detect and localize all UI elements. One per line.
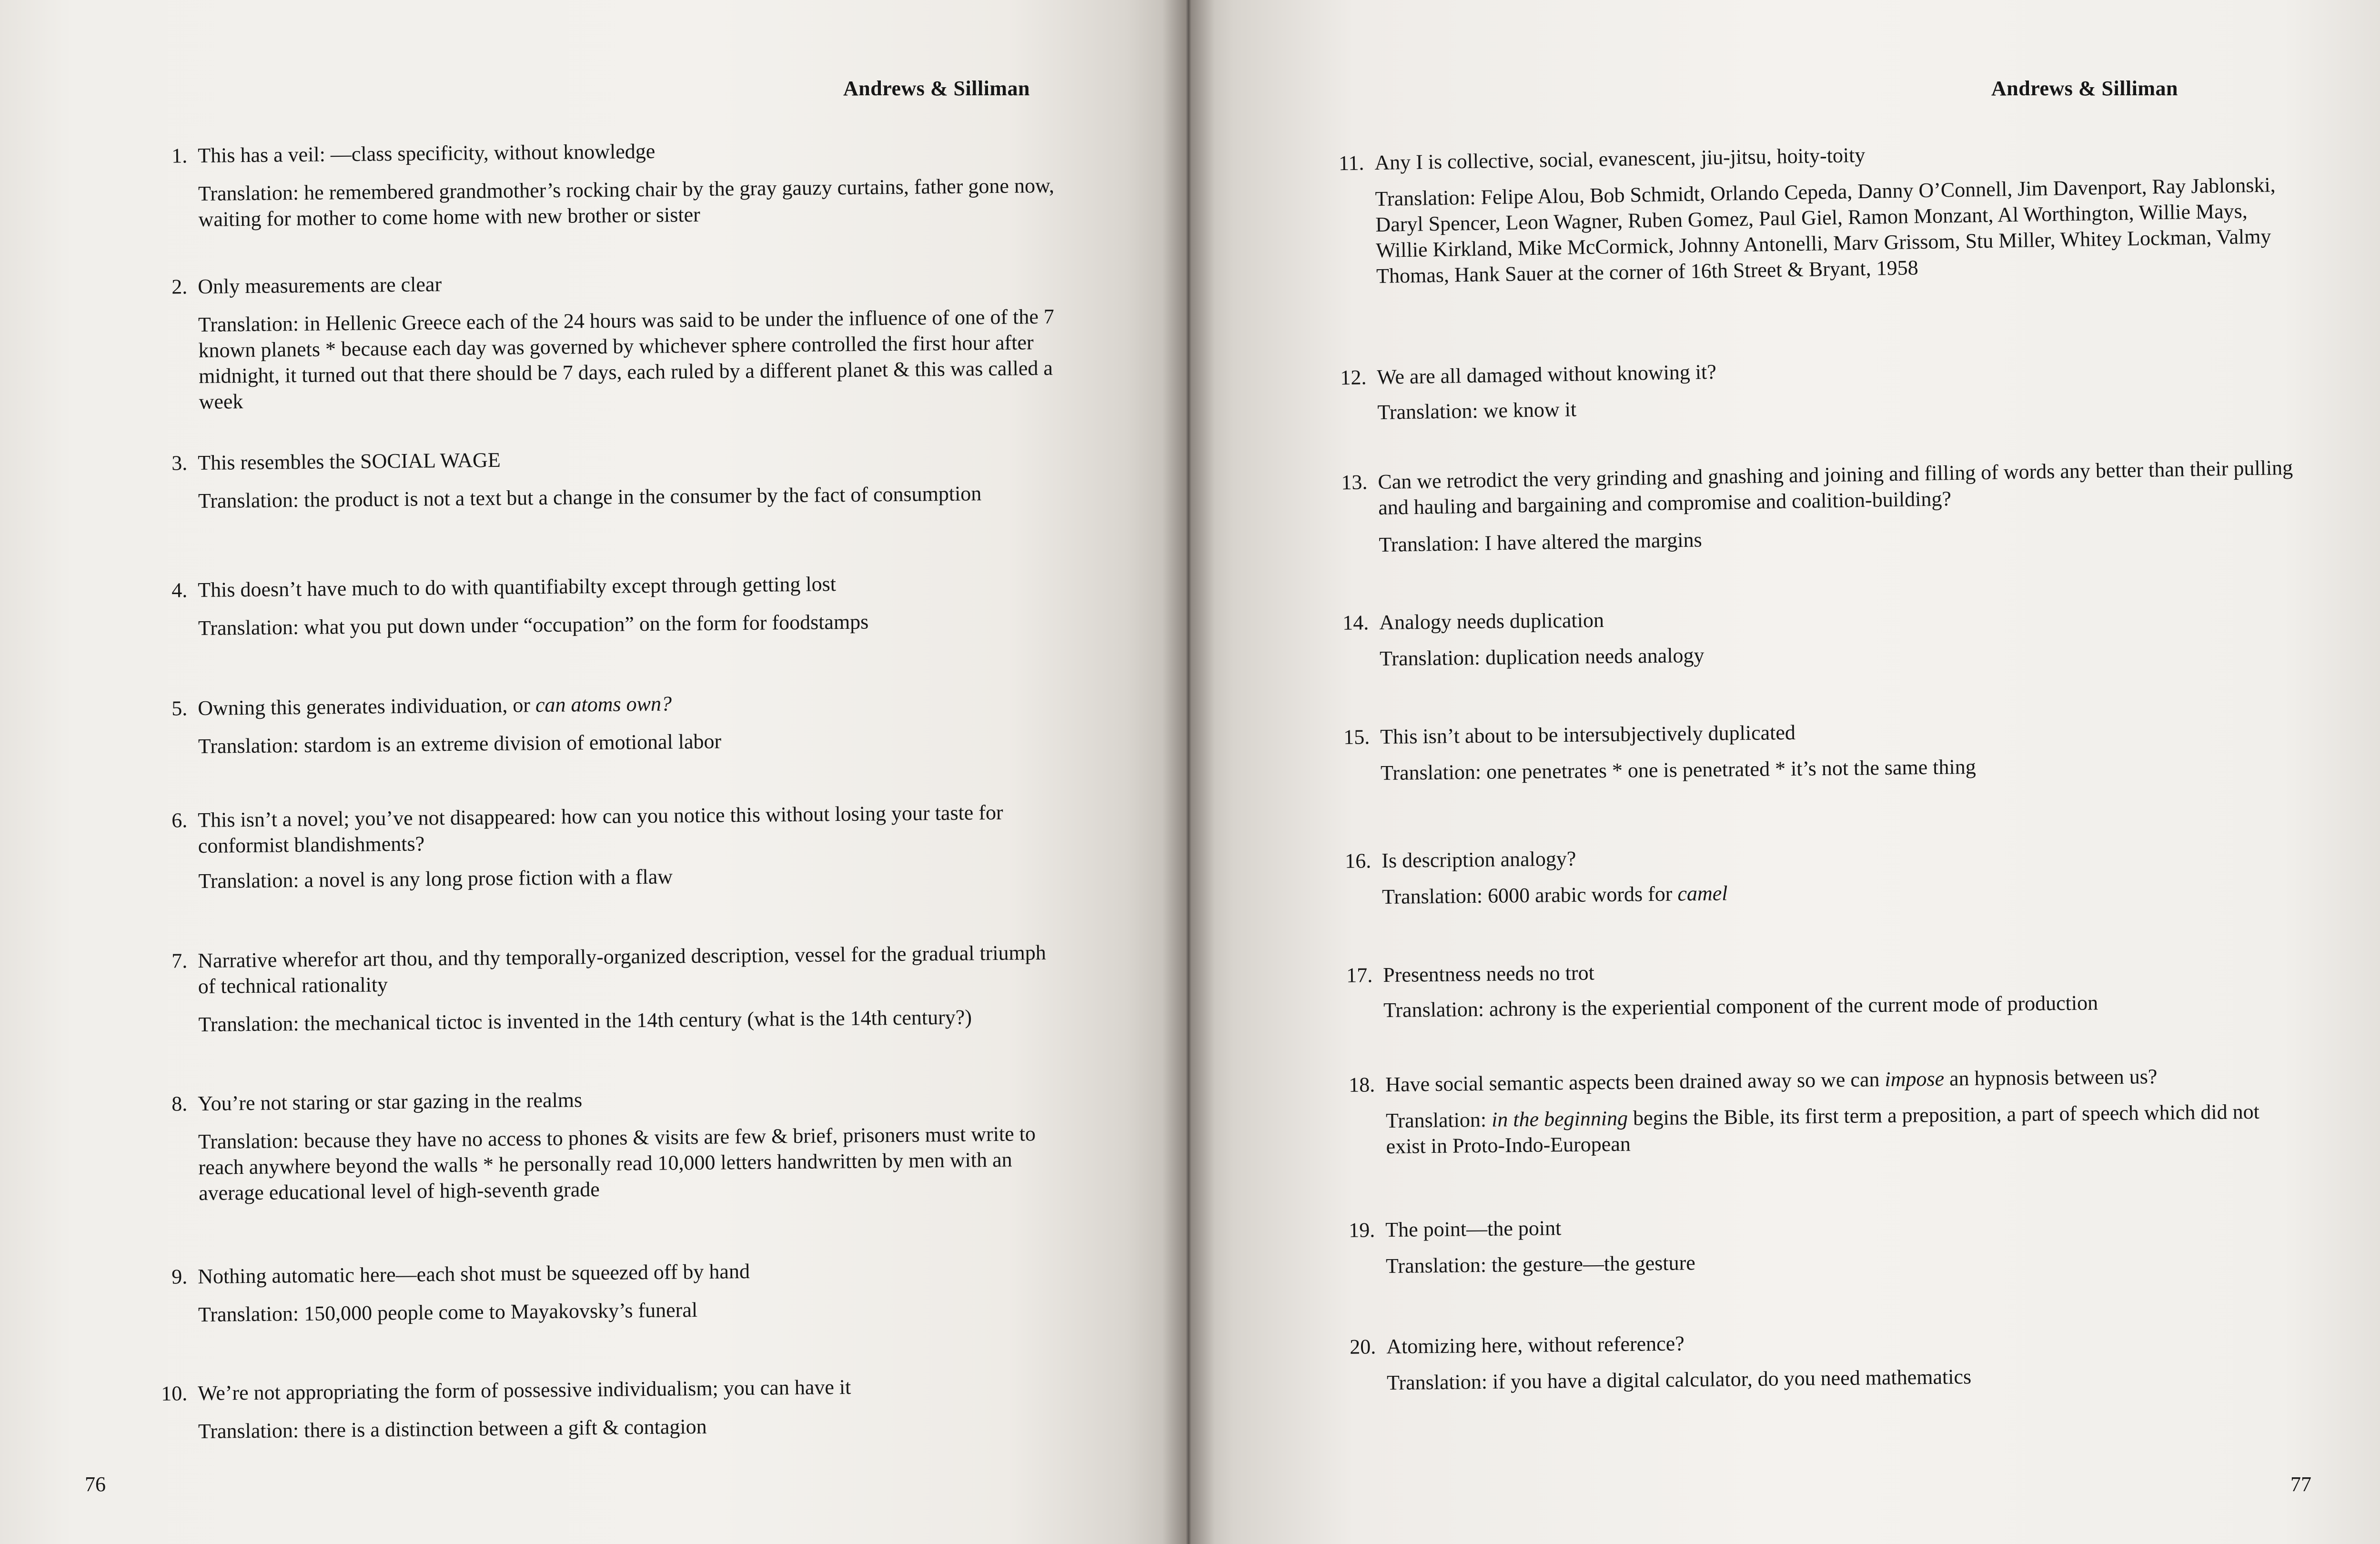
item-number: 8.: [171, 1092, 188, 1116]
item-number: 17.: [1346, 963, 1373, 987]
list-item: [1343, 715, 2305, 786]
item-prompt: Presentness needs no trot: [1383, 961, 1595, 987]
running-head: Andrews & Silliman: [1991, 77, 2178, 100]
item-translation: Translation: stardom is an extreme division of emotional labor: [198, 729, 722, 758]
item-prompt: We are all damaged without knowing it?: [1377, 360, 1717, 389]
item-translation: Translation: in the beginning begins the Bible, its first term a preposition, a part of speech which did not exist in Proto-Indo-European: [1385, 1100, 2260, 1158]
item-number: 3.: [171, 451, 188, 475]
item-number: 18.: [1349, 1073, 1375, 1097]
list-item: [1350, 1324, 2311, 1396]
list-item: [1349, 1208, 2310, 1279]
item-prompt: The point—the point: [1385, 1216, 1562, 1241]
item-translation: Translation: the product is not a text but a change in the consumer by the fact of consumption: [198, 482, 982, 513]
item-translation: Translation: 150,000 people come to Mayakovsky’s funeral: [198, 1298, 698, 1326]
item-translation: Translation: achrony is the experiential component of the current mode of production: [1383, 991, 2098, 1022]
item-prompt: Narrative wherefor art thou, and thy temporally-organized description, vessel for the gradual triumph of technical rationality: [198, 940, 1047, 998]
item-translation-italic: camel: [1677, 881, 1728, 906]
item-translation: Translation: what you put down under “occupation” on the form for foodstamps: [198, 610, 869, 640]
item-prompt: You’re not staring or star gazing in the realms: [198, 1088, 583, 1115]
item-translation: Translation: one penetrates * one is penetrated * it’s not the same thing: [1380, 755, 1976, 785]
list-item: [171, 266, 1066, 415]
item-prompt: This isn’t a novel; you’ve not disappeared: how can you notice this without losing your taste for conformist blandishments?: [198, 800, 1003, 858]
list-item: [1345, 838, 2306, 910]
item-translation: Translation: duplication needs analogy: [1379, 643, 1704, 670]
item-prompt: Have social semantic aspects been drained away so we can impose an hypnosis between us?: [1385, 1065, 2158, 1096]
list-item: [161, 1372, 1065, 1444]
item-translation: Translation: a novel is any long prose fiction with a flaw: [198, 865, 673, 893]
item-translation: Translation: the mechanical tictoc is invented in the 14th century (what is the 14th century?): [198, 1005, 972, 1036]
item-number: 9.: [171, 1265, 188, 1289]
item-number: 13.: [1341, 470, 1368, 494]
list-item: [1349, 1062, 2310, 1160]
item-number: 2.: [171, 275, 188, 299]
list-item: [1346, 953, 2308, 1023]
item-translation: Translation: there is a distinction between a gift & contagion: [198, 1414, 707, 1443]
item-prompt: Only measurements are clear: [198, 272, 442, 298]
item-prompt: This doesn’t have much to do with quantifiabilty except through getting lost: [198, 572, 837, 602]
item-prompt: This resembles the SOCIAL WAGE: [198, 448, 501, 474]
list-item: [171, 1083, 1066, 1206]
item-number: 7.: [171, 949, 188, 973]
item-number: 10.: [161, 1382, 188, 1405]
item-prompt: Is description analogy?: [1382, 847, 1576, 872]
item-number: 20.: [1350, 1335, 1376, 1359]
list-item: [1342, 600, 2304, 672]
item-prompt-italic: impose: [1885, 1067, 1945, 1091]
item-translation: Translation: Felipe Alou, Bob Schmidt, Orlando Cepeda, Danny O’Connell, Jim Davenport, Ray Jablonski, Daryl Spencer, Leon Wagner, Ruben Gomez, Paul Giel, Ramon Monzant, Al Worthington, Willie Mays, Willie Kirkland, Mike McCormick, Johnny Antonelli, Marv Grissom, Stu Miller, Whitey Lockman, Valmy Thomas, Hank Sauer at the corner of 16th Street & Bryant, 1958: [1375, 173, 2276, 288]
item-prompt: This isn’t about to be intersubjectively duplicated: [1380, 720, 1796, 748]
item-prompt: Nothing automatic here—each shot must be squeezed off by hand: [198, 1259, 750, 1288]
item-prompt: Any I is collective, social, evanescent, jiu-jitsu, hoity-toity: [1374, 143, 1866, 174]
list-item: [171, 799, 1066, 894]
item-number: 15.: [1343, 725, 1370, 749]
page-number: 77: [2290, 1473, 2311, 1496]
list-item: [1341, 455, 2303, 558]
item-translation: Translation: in Hellenic Greece each of the 24 hours was said to be under the influence of one of the 7 known planets * because each day was governed by whichever sphere controlled the first hour after midnight, it turned out that there should be 7 days, each ruled by a different planet & this was called a week: [198, 304, 1055, 414]
list-item: [171, 940, 1066, 1038]
item-number: 14.: [1342, 611, 1369, 635]
left-page: [0, 0, 1186, 1544]
item-prompt: Analogy needs duplication: [1379, 608, 1604, 634]
item-translation: Translation: 6000 arabic words for camel: [1382, 881, 1728, 908]
item-translation: Translation: because they have no access to phones & visits are few & brief, prisoners must write to reach anywhere beyond the walls * he personally read 10,000 letters handwritten by men with an average educational level of high-seventh grade: [198, 1122, 1036, 1205]
item-translation: Translation: I have altered the margins: [1379, 528, 1702, 556]
item-prompt-italic: can atoms own?: [535, 692, 672, 717]
right-page: [1186, 0, 2380, 1544]
item-translation: Translation: he remembered grandmother’s rocking chair by the gray gauzy curtains, father gone now, waiting for mother to come home with new brother or sister: [198, 173, 1055, 231]
item-number: 6.: [171, 808, 188, 832]
list-item: [171, 687, 1065, 759]
item-number: 11.: [1338, 151, 1364, 175]
item-number: 16.: [1345, 849, 1372, 873]
item-prompt: Owning this generates individuation, or can atoms own?: [198, 692, 672, 720]
item-translation: Translation: we know it: [1377, 397, 1577, 424]
item-number: 19.: [1349, 1218, 1375, 1242]
item-prompt: This has a veil: —class specificity, without knowledge: [198, 139, 656, 167]
item-number: 4.: [171, 578, 188, 602]
list-item: [171, 569, 1065, 641]
running-head: Andrews & Silliman: [843, 77, 1030, 100]
list-item: [171, 1256, 1065, 1328]
item-translation: Translation: the gesture—the gesture: [1385, 1251, 1695, 1278]
item-translation: Translation: if you have a digital calculator, do you need mathematics: [1386, 1365, 1972, 1394]
item-number: 12.: [1340, 365, 1367, 390]
page-number: 76: [85, 1473, 106, 1496]
list-item: [1340, 350, 2302, 425]
list-item: [171, 135, 1066, 232]
item-prompt: Can we retrodict the very grinding and gnashing and joining and filling of words any better than their pulling and hauling and bargaining and compromise and coalition-building?: [1378, 455, 2293, 519]
item-translation-italic: in the beginning: [1491, 1106, 1628, 1131]
list-item: [171, 442, 1065, 514]
list-item: [1338, 136, 2300, 289]
item-number: 5.: [171, 696, 188, 720]
item-number: 1.: [171, 144, 188, 168]
item-prompt: Atomizing here, without reference?: [1386, 1332, 1684, 1358]
item-prompt: We’re not appropriating the form of possessive individualism; you can have it: [198, 1375, 851, 1405]
